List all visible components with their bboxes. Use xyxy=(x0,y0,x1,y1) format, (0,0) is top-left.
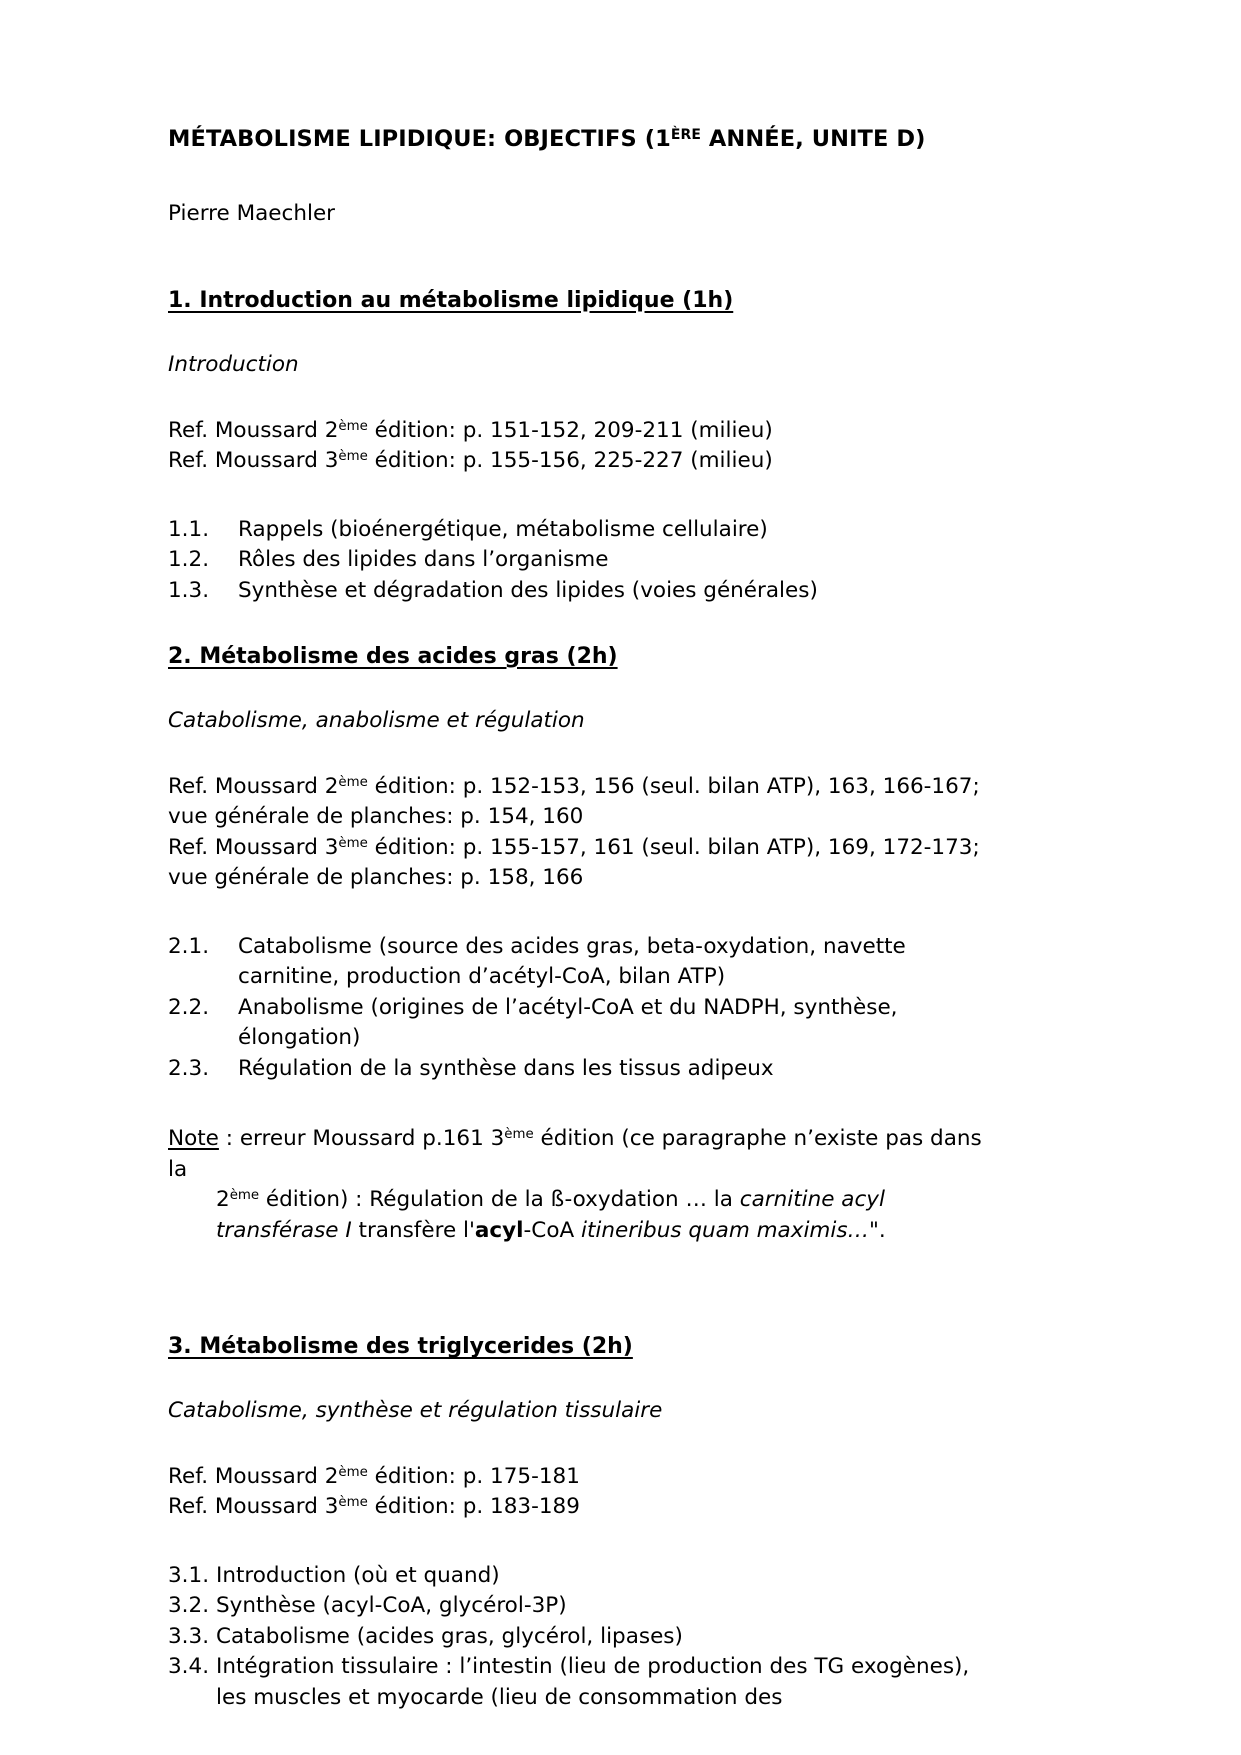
reference-prefix: Ref. Moussard 2 xyxy=(168,1463,339,1489)
reference-superscript: ème xyxy=(338,1464,368,1480)
objective-list-3 xyxy=(168,1561,988,1714)
list-item xyxy=(168,515,988,546)
reference-suffix: édition: p. 175-181 xyxy=(367,1463,580,1489)
section-subtitle-3: Catabolisme, synthèse et régulation tissulaire xyxy=(168,1398,663,1424)
reference-line xyxy=(168,833,988,894)
section-subtitle-1: Introduction xyxy=(168,352,299,377)
list-item xyxy=(168,1054,988,1085)
list-item xyxy=(168,1561,988,1592)
list-item-text: Régulation de la synthèse dans les tissus adipeux xyxy=(238,1055,774,1081)
reference-suffix: édition: p. 151-152, 209-211 (milieu) xyxy=(367,417,773,443)
page-title-suffix: ANNÉE, UNITE D) xyxy=(700,126,926,152)
reference-superscript: ème xyxy=(338,449,368,465)
page-title-text: MÉTABOLISME LIPIDIQUE: OBJECTIFS (1 xyxy=(168,126,671,152)
list-item-text: Synthèse (acyl-CoA, glycérol-3P) xyxy=(216,1593,567,1619)
list-item-number: 2.3. xyxy=(168,1055,210,1081)
reference-suffix: édition: p. 183-189 xyxy=(367,1494,580,1520)
list-item-text: Introduction (où et quand) xyxy=(216,1562,500,1588)
list-item-number: 1.2. xyxy=(168,547,210,573)
reference-prefix: Ref. Moussard 3 xyxy=(168,834,339,860)
list-item-text: Synthèse et dégradation des lipides (voies générales) xyxy=(238,577,818,603)
note-superscript: ème xyxy=(504,1127,534,1143)
list-item-text: Catabolisme (source des acides gras, beta-oxydation, navette carnitine, production d’acétyl-CoA, bilan ATP) xyxy=(238,933,906,990)
list-item-text: Rôles des lipides dans l’organisme xyxy=(238,547,609,573)
list-item-number: 2.2. xyxy=(168,994,210,1020)
note-segment: 2 xyxy=(216,1187,230,1213)
reference-prefix: Ref. Moussard 3 xyxy=(168,1494,339,1520)
list-item-number: 1.1. xyxy=(168,516,210,542)
note-segment: -CoA xyxy=(523,1217,582,1243)
note-italic-quote: itineribus quam maximis… xyxy=(581,1217,870,1243)
page-title xyxy=(168,128,988,151)
list-item-number: 3.4. xyxy=(168,1654,210,1680)
reference-suffix: édition: p. 155-157, 161 (seul. bilan ATP), 169, 172-173; vue générale de planches: p. 158, 166 xyxy=(168,834,980,891)
note-italic-term: carnitine acyl transférase I xyxy=(216,1187,886,1243)
reference-superscript: ème xyxy=(338,835,368,851)
list-item xyxy=(168,932,988,993)
section-heading-2: 2. Métabolisme des acides gras (2h) xyxy=(168,644,618,670)
document-body xyxy=(168,128,988,1713)
reference-prefix: Ref. Moussard 2 xyxy=(168,773,339,799)
note-bold-term: acyl xyxy=(474,1217,524,1243)
reference-line xyxy=(168,446,988,477)
list-item xyxy=(168,545,988,576)
objective-list-1 xyxy=(168,515,988,607)
list-item xyxy=(168,576,988,607)
reference-suffix: édition: p. 152-153, 156 (seul. bilan ATP), 163, 166-167; vue générale de planches: p. 154, 160 xyxy=(168,773,980,830)
author-name: Pierre Maechler xyxy=(168,200,336,226)
list-item xyxy=(168,993,988,1054)
note-segment: édition (ce paragraphe n’existe pas dans la xyxy=(168,1126,982,1182)
list-item xyxy=(168,1622,988,1653)
reference-prefix: Ref. Moussard 2 xyxy=(168,417,339,443)
list-item-number: 3.1. xyxy=(168,1562,210,1588)
list-item-text: Anabolisme (origines de l’acétyl-CoA et du NADPH, synthèse, élongation) xyxy=(238,994,898,1051)
reference-line xyxy=(168,772,988,833)
reference-superscript: ème xyxy=(338,774,368,790)
note-text xyxy=(168,1185,988,1246)
list-item-number: 3.3. xyxy=(168,1623,210,1649)
reference-line xyxy=(168,1462,988,1493)
list-item-number: 3.2. xyxy=(168,1593,210,1619)
reference-line xyxy=(168,416,988,447)
list-item-text: Intégration tissulaire : l’intestin (lieu de production des TG exogènes), les muscles et myocarde (lieu de consommation des xyxy=(216,1654,970,1710)
section-spacer xyxy=(168,1282,988,1336)
note-label: Note xyxy=(168,1126,219,1152)
reference-block-2 xyxy=(168,772,988,894)
reference-block-3 xyxy=(168,1462,988,1523)
list-item-text: Rappels (bioénergétique, métabolisme cellulaire) xyxy=(238,516,768,542)
section-subtitle-2: Catabolisme, anabolisme et régulation xyxy=(168,708,585,734)
list-item-number: 1.3. xyxy=(168,577,210,603)
reference-superscript: ème xyxy=(338,418,368,434)
reference-superscript: ème xyxy=(338,1495,368,1511)
reference-line xyxy=(168,1492,988,1523)
note-segment: édition) : Régulation de la ß-oxydation … la xyxy=(259,1187,740,1213)
list-item-number: 2.1. xyxy=(168,933,210,959)
page-title-superscript: ÈRE xyxy=(670,126,701,143)
note-segment: transfère l' xyxy=(351,1217,475,1243)
note-segment: ". xyxy=(869,1217,886,1243)
note-text xyxy=(168,1124,988,1185)
reference-suffix: édition: p. 155-156, 225-227 (milieu) xyxy=(367,448,773,474)
reference-prefix: Ref. Moussard 3 xyxy=(168,448,339,474)
note-block xyxy=(168,1124,988,1246)
list-item xyxy=(168,1652,988,1713)
section-heading-1: 1. Introduction au métabolisme lipidique (1h) xyxy=(168,288,734,313)
reference-block-1 xyxy=(168,416,988,477)
note-segment: : erreur Moussard p.161 3 xyxy=(218,1126,505,1152)
objective-list-2 xyxy=(168,932,988,1085)
list-item xyxy=(168,1591,988,1622)
section-heading-3: 3. Métabolisme des triglycerides (2h) xyxy=(168,1334,633,1360)
note-superscript: ème xyxy=(229,1188,260,1204)
list-item-text: Catabolisme (acides gras, glycérol, lipases) xyxy=(216,1623,683,1649)
